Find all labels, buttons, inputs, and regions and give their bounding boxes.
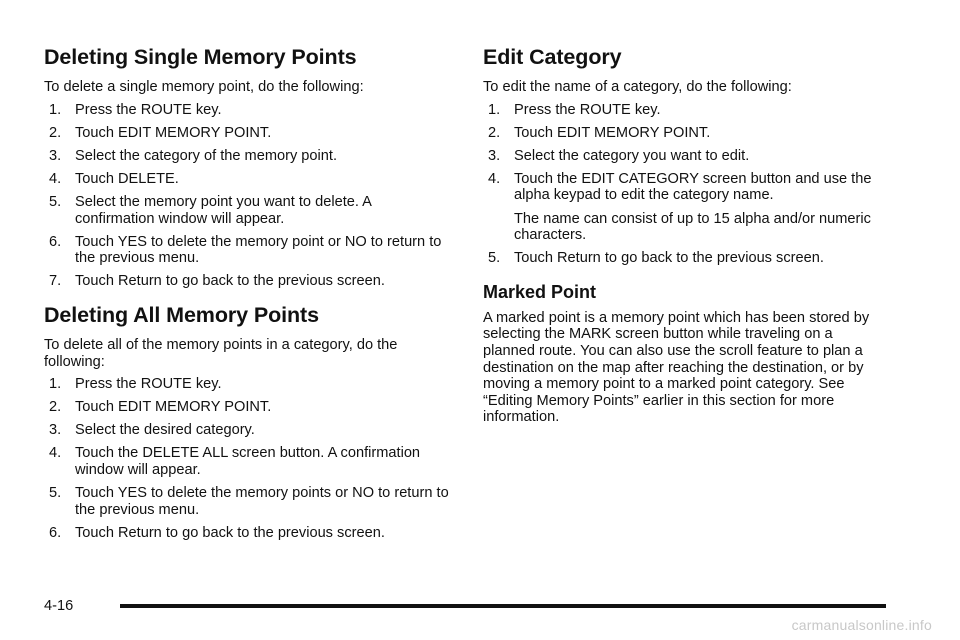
step-number: 4.: [49, 170, 62, 187]
heading-deleting-single: Deleting Single Memory Points: [44, 45, 357, 69]
right-column: [483, 44, 888, 426]
steps-edit-category: [483, 102, 888, 267]
left-column: [44, 44, 449, 548]
heading-edit-category: Edit Category: [483, 45, 622, 69]
step-number: 4.: [488, 170, 501, 187]
step-text: Touch Return to go back to the previous screen.: [514, 250, 824, 267]
step-number: 3.: [49, 422, 62, 439]
list-item: [45, 148, 449, 165]
list-item: [45, 445, 449, 478]
step-number: 5.: [49, 193, 62, 210]
body-marked-point: A marked point is a memory point which has been stored by selecting the MARK screen button while traveling on a planned route. You can also use the scroll feature to plan a destination on the map after reaching the destination, or by moving a memory point to a marked point category. See “Editing Memory Points” earlier in this section for more information.: [483, 309, 870, 426]
footer-rule: [120, 604, 886, 608]
watermark: carmanualsonline.info: [791, 617, 932, 633]
step-number: 3.: [488, 147, 501, 164]
steps-deleting-all: [44, 376, 449, 541]
list-item: [45, 171, 449, 188]
list-item: [484, 250, 888, 267]
step-number: 1.: [49, 376, 62, 393]
step-text: Touch YES to delete the memory points or NO to return to the previous menu.: [75, 485, 449, 518]
step-text: Touch Return to go back to the previous screen.: [75, 524, 385, 541]
list-item: [484, 102, 888, 119]
step-number: 1.: [49, 101, 62, 118]
step-text: Press the ROUTE key.: [75, 376, 222, 393]
step-number: 2.: [488, 124, 501, 141]
list-item: [45, 399, 449, 416]
list-item: [484, 148, 888, 165]
step-number: 2.: [49, 124, 62, 141]
list-item: [45, 273, 449, 290]
step-text: Select the category you want to edit.: [514, 147, 750, 164]
heading-marked-point: Marked Point: [483, 281, 597, 302]
list-item: [45, 422, 449, 439]
step-text: Touch DELETE.: [75, 170, 179, 187]
intro-deleting-single: To delete a single memory point, do the following:: [44, 79, 364, 95]
list-item: [45, 234, 449, 267]
step-text: Press the ROUTE key.: [75, 101, 222, 118]
step-text: Touch EDIT MEMORY POINT.: [75, 399, 272, 416]
step-text: Touch EDIT MEMORY POINT.: [514, 124, 711, 141]
list-item: [45, 125, 449, 142]
step-number: 5.: [49, 485, 62, 502]
list-item: [484, 125, 888, 142]
list-item: [45, 194, 449, 227]
step-number: 1.: [488, 101, 501, 118]
step-text: Select the desired category.: [75, 422, 255, 439]
step-note: The name can consist of up to 15 alpha and/or numeric characters.: [514, 210, 871, 244]
page-number: 4-16: [44, 598, 74, 614]
steps-deleting-single: [44, 102, 449, 290]
step-number: 4.: [49, 445, 62, 462]
step-text: Touch EDIT MEMORY POINT.: [75, 124, 272, 141]
step-number: 5.: [488, 250, 501, 267]
step-number: 2.: [49, 399, 62, 416]
list-item: [45, 102, 449, 119]
step-text: Touch Return to go back to the previous screen.: [75, 273, 385, 290]
step-text: Touch the DELETE ALL screen button. A confirmation window will appear.: [75, 445, 421, 478]
intro-edit-category: To edit the name of a category, do the following:: [483, 79, 792, 95]
step-text: Press the ROUTE key.: [514, 101, 661, 118]
step-number: 6.: [49, 233, 62, 250]
heading-deleting-all: Deleting All Memory Points: [44, 302, 319, 327]
step-number: 7.: [49, 273, 62, 290]
step-text: Select the category of the memory point.: [75, 147, 338, 164]
list-item: [45, 376, 449, 393]
list-item: [45, 525, 449, 542]
intro-deleting-all: To delete all of the memory points in a category, do the following:: [44, 336, 398, 370]
list-item: [45, 485, 449, 518]
step-text: Touch YES to delete the memory point or NO to return to the previous menu.: [75, 233, 442, 267]
step-text: Touch the EDIT CATEGORY screen button and use the alpha keypad to edit the category name.: [514, 170, 872, 204]
step-number: 6.: [49, 524, 62, 541]
step-text: Select the memory point you want to delete. A confirmation window will appear.: [75, 193, 372, 227]
list-item: [484, 171, 888, 244]
step-number: 3.: [49, 147, 62, 164]
